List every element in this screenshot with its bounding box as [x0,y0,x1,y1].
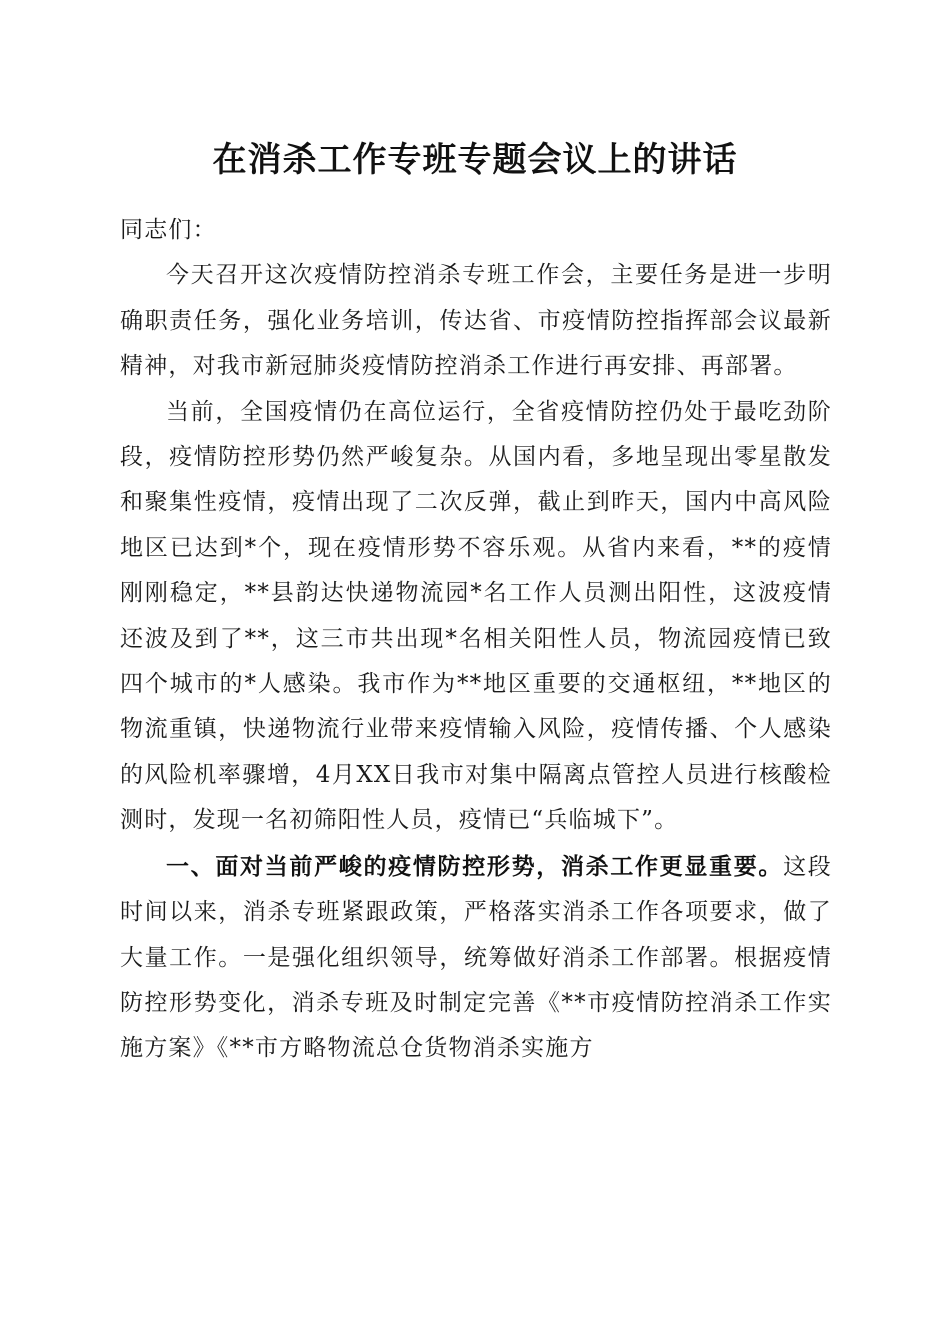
section-one-heading: 一、面对当前严峻的疫情防控形势，消杀工作更显重要。 [166,852,784,880]
salutation: 同志们： [120,217,217,243]
document-title: 在消杀工作专班专题会议上的讲话 [212,140,738,180]
paragraph-situation: 当前，全国疫情仍在高位运行，全省疫情防控仍处于最吃劲阶段，疫情防控形势仍然严峻复杂。从国内看，多地呈现出零星散发和聚集性疫情，疫情出现了二次反弹，截止到昨天，国内中高风险地区已达到*个，现在疫情形势不容乐观。从省内来看，**的疫情刚刚稳定，**县韵达快递物流园*名工作人员测出阳性，这波疫情还波及到了**，这三市共出现*名相关阳性人员，物流园疫情已致四个城市的*人感染。我市作为**地区重要的交通枢纽，**地区的物流重镇，快递物流行业带来疫情输入风险，疫情传播、个人感染的风险机率骤增，4月XX日我市对集中隔离点管控人员进行核酸检测时，发现一名初筛阳性人员，疫情已“兵临城下”。 [120,398,832,834]
paragraph-intro: 今天召开这次疫情防控消杀专班工作会，主要任务是进一步明确职责任务，强化业务培训，传达省、市疫情防控指挥部会议最新精神，对我市新冠肺炎疫情防控消杀工作进行再安排、再部署。 [120,262,832,380]
paragraph-section-one [120,844,832,1072]
section-one-text: 这段时间以来，消杀专班紧跟政策，严格落实消杀工作各项要求，做了大量工作。一是强化组织领导，统筹做好消杀工作部署。根据疫情防控形势变化，消杀专班及时制定完善《**市疫情防控消杀工作实施方案》《**市方略物流总仓货物消杀实施方 [120,853,832,1062]
document-body [120,208,832,1072]
